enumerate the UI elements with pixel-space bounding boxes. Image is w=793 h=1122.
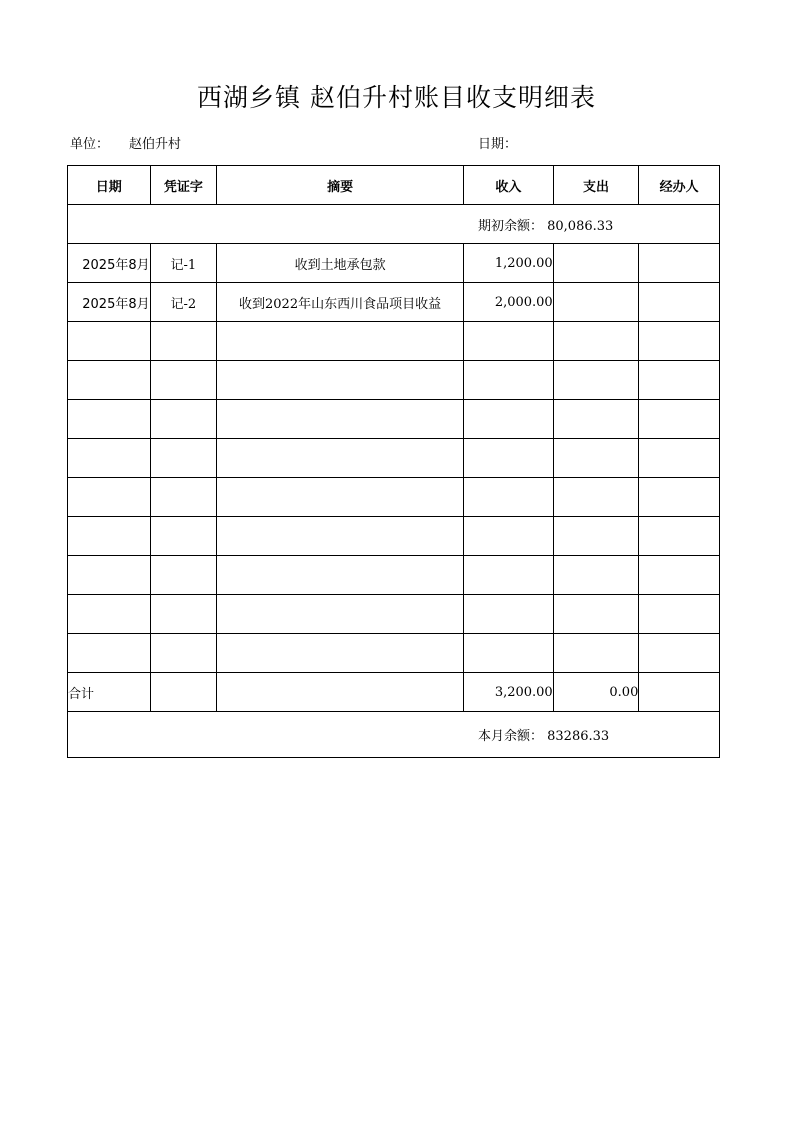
cell-handler — [639, 439, 720, 478]
unit-value: 赵伯升村 — [129, 137, 182, 152]
cell-expense — [553, 478, 639, 517]
cell-income — [464, 478, 554, 517]
cell-handler — [639, 634, 720, 673]
table-row — [68, 244, 720, 283]
table-row — [68, 361, 720, 400]
cell-expense — [553, 634, 639, 673]
cell-income: 1,200.00 — [464, 244, 554, 283]
cell-summary — [217, 322, 464, 361]
cell-expense — [553, 244, 639, 283]
cell-income — [464, 634, 554, 673]
column-header-date: 日期 — [68, 166, 151, 205]
cell-expense — [553, 283, 639, 322]
cell-date — [68, 634, 151, 673]
cell-handler — [639, 556, 720, 595]
cell-handler — [639, 478, 720, 517]
cell-voucher — [150, 478, 217, 517]
cell-summary — [217, 517, 464, 556]
opening-balance: 期初余额： 80,086.33 — [478, 218, 614, 234]
cell-income — [464, 595, 554, 634]
cell-expense — [553, 322, 639, 361]
cell-handler — [639, 595, 720, 634]
table-row — [68, 595, 720, 634]
cell-income — [464, 439, 554, 478]
cell-handler — [639, 283, 720, 322]
cell-date — [68, 361, 151, 400]
cell-voucher — [150, 322, 217, 361]
column-header-handler: 经办人 — [639, 166, 720, 205]
table-row — [68, 556, 720, 595]
cell-date: 2025年8月 — [68, 244, 151, 283]
total-income: 3,200.00 — [464, 673, 554, 712]
column-header-voucher: 凭证字 — [150, 166, 217, 205]
cell-income: 2,000.00 — [464, 283, 554, 322]
header-row — [68, 166, 720, 205]
cell-voucher: 记-1 — [150, 244, 217, 283]
total-label: 合计 — [68, 673, 151, 712]
cell-income — [464, 322, 554, 361]
cell-voucher — [150, 361, 217, 400]
opening-balance-row — [68, 205, 720, 244]
cell-handler — [639, 400, 720, 439]
cell-date — [68, 595, 151, 634]
cell-voucher — [150, 595, 217, 634]
cell-expense — [553, 439, 639, 478]
cell-date — [68, 400, 151, 439]
closing-balance-row — [68, 712, 720, 758]
total-expense: 0.00 — [553, 673, 639, 712]
total-row — [68, 673, 720, 712]
cell-summary: 收到土地承包款 — [217, 244, 464, 283]
cell-summary — [217, 595, 464, 634]
column-header-expense: 支出 — [553, 166, 639, 205]
column-header-income: 收入 — [464, 166, 554, 205]
cell-expense — [553, 400, 639, 439]
cell-handler — [639, 244, 720, 283]
closing-balance: 本月余额： 83286.33 — [478, 729, 610, 744]
cell-handler — [639, 517, 720, 556]
cell-summary — [217, 439, 464, 478]
cell-voucher — [150, 517, 217, 556]
table-row — [68, 439, 720, 478]
cell-income — [464, 517, 554, 556]
column-header-summary: 摘要 — [217, 166, 464, 205]
cell-date — [68, 322, 151, 361]
table-row — [68, 517, 720, 556]
cell-voucher — [150, 556, 217, 595]
unit-label: 单位： — [70, 137, 110, 152]
table-row — [68, 478, 720, 517]
date-label: 日期： — [478, 137, 518, 152]
table-row — [68, 634, 720, 673]
table-row — [68, 400, 720, 439]
page-title: 西湖乡镇 赵伯升村账目收支明细表 — [197, 83, 596, 112]
cell-summary — [217, 400, 464, 439]
cell-income — [464, 400, 554, 439]
cell-voucher — [150, 634, 217, 673]
cell-summary — [217, 478, 464, 517]
cell-handler — [639, 322, 720, 361]
table-row — [68, 322, 720, 361]
cell-summary — [217, 361, 464, 400]
cell-income — [464, 361, 554, 400]
cell-handler — [639, 361, 720, 400]
cell-expense — [553, 556, 639, 595]
cell-voucher — [150, 400, 217, 439]
cell-date — [68, 517, 151, 556]
cell-date: 2025年8月 — [68, 283, 151, 322]
cell-summary — [217, 556, 464, 595]
ledger-table — [67, 165, 720, 758]
cell-date — [68, 556, 151, 595]
table-row — [68, 283, 720, 322]
cell-date — [68, 478, 151, 517]
cell-voucher — [150, 439, 217, 478]
cell-voucher: 记-2 — [150, 283, 217, 322]
cell-summary — [217, 634, 464, 673]
cell-expense — [553, 595, 639, 634]
cell-expense — [553, 517, 639, 556]
cell-summary: 收到2022年山东西川食品项目收益 — [217, 283, 464, 322]
cell-date — [68, 439, 151, 478]
cell-expense — [553, 361, 639, 400]
cell-income — [464, 556, 554, 595]
